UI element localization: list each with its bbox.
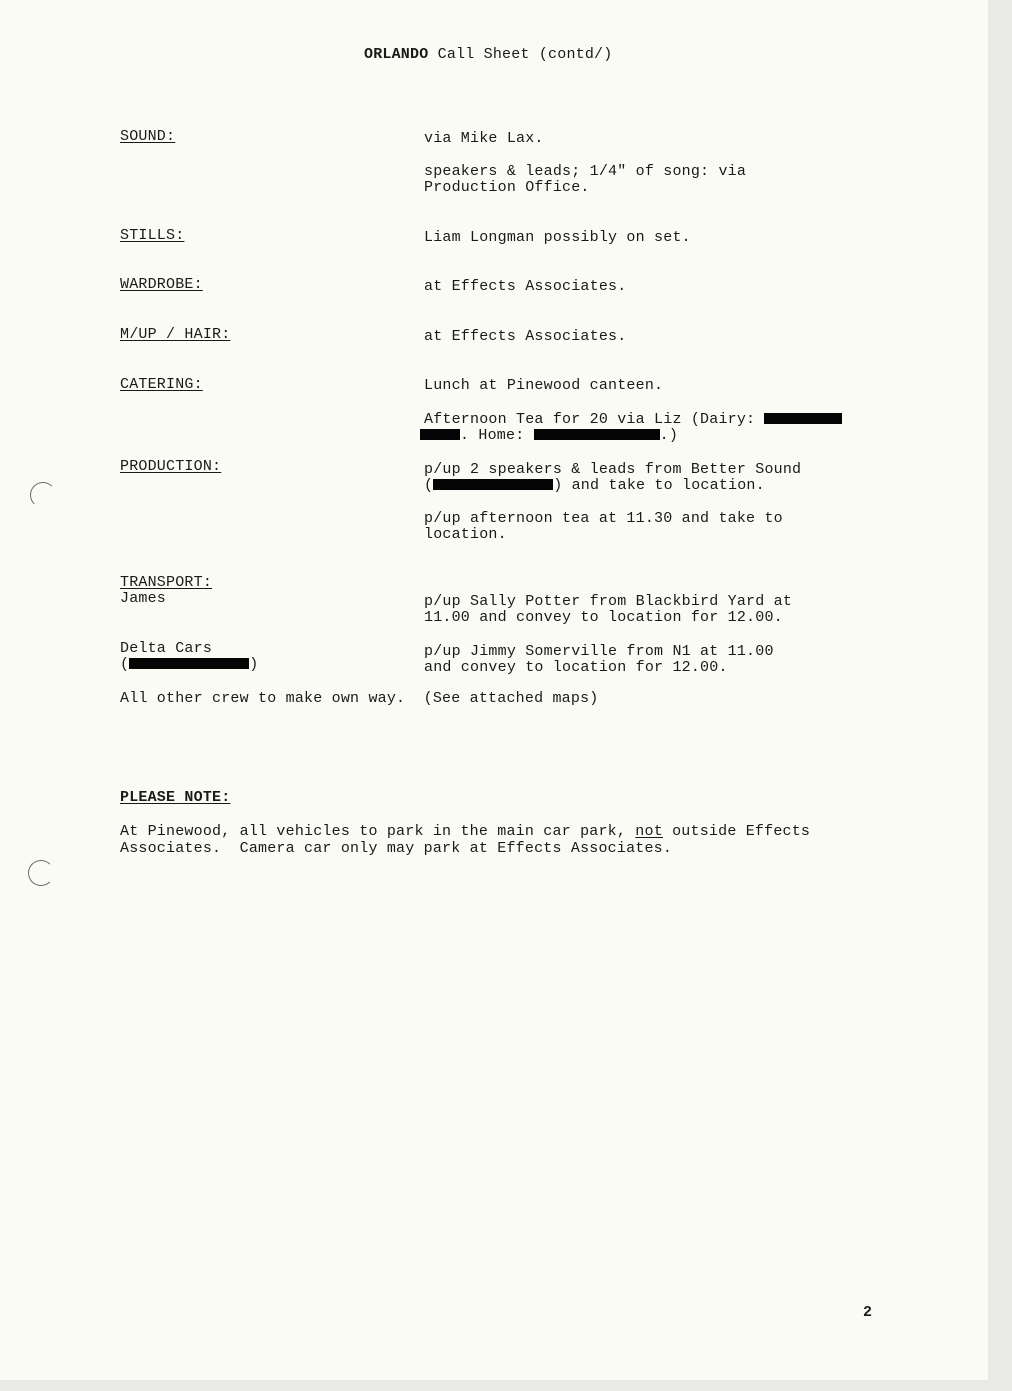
- note-line-a-end: outside Effects: [662, 823, 811, 840]
- production-line-1b-rest: ) and take to location.: [553, 477, 765, 494]
- note-line-a-start: At Pinewood, all vehicles to park in the main car park,: [120, 823, 636, 840]
- stills-line-1: Liam Longman possibly on set.: [424, 229, 691, 246]
- production-label: PRODUCTION:: [120, 458, 222, 475]
- catering-home-label: . Home:: [460, 427, 534, 444]
- please-note-label: PLEASE NOTE:: [120, 789, 231, 806]
- transport-delta-line-a: p/up Jimmy Somerville from N1 at 11.00: [424, 643, 774, 660]
- please-note-line-a: [120, 824, 810, 840]
- redaction-bar: [420, 429, 460, 440]
- wardrobe-label: WARDROBE:: [120, 276, 203, 293]
- title-rest: Call Sheet (contd/): [428, 46, 613, 63]
- mup-hair-line-1: at Effects Associates.: [424, 328, 627, 345]
- delta-paren-open: (: [120, 656, 130, 673]
- catering-line-2b: [420, 428, 678, 444]
- catering-line-2a: [424, 412, 842, 428]
- transport-james-line-a: p/up Sally Potter from Blackbird Yard at: [424, 593, 793, 610]
- transport-delta-line-b: and convey to location for 12.00.: [424, 659, 728, 676]
- catering-line-2b-end: .): [659, 427, 679, 444]
- delta-paren-close: ): [249, 656, 259, 673]
- production-paren-open: (: [424, 477, 434, 494]
- mup-hair-label: M/UP / HAIR:: [120, 326, 231, 343]
- redaction-bar: [433, 479, 553, 490]
- sound-line-2b: Production Office.: [424, 179, 590, 196]
- redaction-bar: [764, 413, 842, 424]
- production-line-2b: location.: [424, 526, 507, 543]
- redaction-bar: [129, 658, 249, 669]
- page-number: 2: [863, 1304, 873, 1321]
- transport-james-line-b: 11.00 and convey to location for 12.00.: [424, 609, 783, 626]
- please-note-line-b: Associates. Camera car only may park at Effects Associates.: [120, 840, 673, 857]
- catering-line-1: Lunch at Pinewood canteen.: [424, 377, 664, 394]
- catering-label: CATERING:: [120, 376, 203, 393]
- sound-line-2a: speakers & leads; 1/4" of song: via: [424, 163, 747, 180]
- production-line-2a: p/up afternoon tea at 11.30 and take to: [424, 510, 783, 527]
- sound-line-1: via Mike Lax.: [424, 130, 544, 147]
- transport-delta-phone: [120, 657, 258, 673]
- catering-line-2a-text: Afternoon Tea for 20 via Liz (Dairy:: [424, 411, 765, 428]
- wardrobe-line-1: at Effects Associates.: [424, 278, 627, 295]
- punch-hole-bottom: [28, 860, 54, 886]
- transport-label: TRANSPORT:: [120, 574, 213, 591]
- transport-delta-cars: Delta Cars: [120, 640, 213, 657]
- title-bold: ORLANDO: [364, 46, 429, 63]
- note-not-emphasis: not: [635, 823, 663, 840]
- redaction-bar: [534, 429, 660, 440]
- page-title: [364, 47, 612, 63]
- production-line-1a: p/up 2 speakers & leads from Better Sound: [424, 461, 802, 478]
- transport-james: James: [120, 590, 167, 607]
- other-crew-note: All other crew to make own way. (See attached maps): [120, 690, 599, 707]
- stills-label: STILLS:: [120, 227, 185, 244]
- punch-hole-top: [30, 482, 56, 508]
- production-line-1b: [424, 478, 765, 494]
- sound-label: SOUND:: [120, 128, 176, 145]
